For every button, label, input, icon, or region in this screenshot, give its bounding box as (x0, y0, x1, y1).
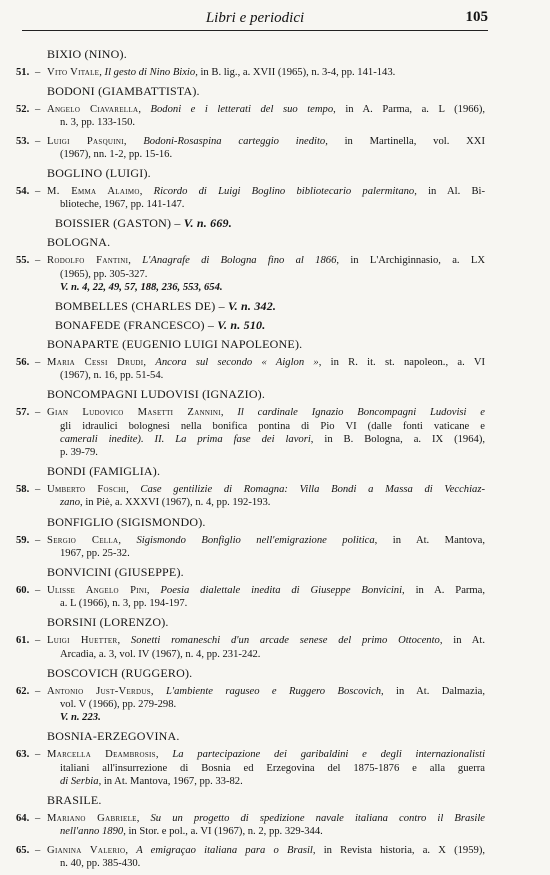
entry-number: 59. (16, 534, 30, 546)
entry-number: 62. (16, 685, 30, 697)
bibliography-entry (0, 634, 550, 660)
entry-title: Ancora sul secondo « Aiglon » (155, 357, 319, 369)
bibliography-entry (0, 534, 550, 560)
entry-number: 57. (16, 407, 30, 419)
entry-line: (1967), nn. 1-2, pp. 15-16. (60, 148, 173, 160)
entry-title: Sigismondo Bonfiglio nell'emigrazione politica (136, 534, 375, 546)
entry-dash: – (35, 585, 41, 597)
entry-title: Bodoni e i letterati del suo tempo (150, 104, 334, 116)
topic-heading-text: BONVICINI (GIUSEPPE). (47, 565, 184, 580)
entry-author: Luigi Huetter (47, 635, 118, 647)
entry-dash: – (35, 357, 41, 369)
bibliography-entry (0, 406, 550, 459)
entry-line: n. 3, pp. 133-150. (60, 117, 136, 129)
entry-dash: – (35, 186, 41, 198)
entry-title: L'Anagrafe di Bologna fino al 1866 (142, 255, 337, 267)
entry-line: Marcella Deambrosis, La partecipazione dei garibaldini e degli internazionalisti (47, 749, 486, 761)
entry-title: L'ambiente raguseo e Ruggero Boscovich (165, 685, 382, 697)
entry-line: (1967), n. 16, pp. 51-54. (60, 370, 164, 382)
bibliography-entry (0, 844, 550, 870)
entry-number: 54. (16, 186, 30, 198)
topic-heading-text: BONAFEDE (FRANCESCO) – (55, 318, 218, 333)
bibliography-entry (0, 748, 550, 788)
topic-heading-text: BONCOMPAGNI LUDOVISI (IGNAZIO). (47, 387, 266, 402)
entry-line: Vito Vitale, Il gesto di Nino Bixio, in B. lig., a. XVII (1965), n. 3-4, pp. 141-143. (47, 67, 396, 78)
entry-title: Case gentilizie di Romagna: Villa Bondi a Massa di Vecchiaz- (140, 484, 485, 496)
entry-title: Poesia dialettale inedita di Giuseppe Bonvicini (160, 585, 403, 597)
entry-number: 53. (16, 135, 30, 147)
running-header (22, 8, 488, 31)
entry-dash: – (35, 104, 41, 116)
topic-heading-text: BOSCOVICH (RUGGERO). (47, 665, 193, 680)
bibliography-list (0, 47, 550, 875)
topic-heading (0, 565, 550, 580)
entry-author: Mariano Gabriele (47, 813, 137, 825)
entry-title: Il gesto di Nino Bixio (104, 67, 196, 78)
entry-line: Ulisse Angelo Pini, Poesia dialettale inedita di Giuseppe Bonvicini, in A. Parma, (47, 585, 486, 597)
entry-author: Marcella Deambrosis (47, 749, 156, 761)
entry-title: Ricordo di Luigi Boglino bibliotecario palermitano (153, 186, 415, 198)
entry-number: 52. (16, 104, 30, 116)
entry-dash: – (35, 135, 41, 147)
topic-heading-text: BONAPARTE (EUGENIO LUIGI NAPOLEONE). (47, 337, 303, 352)
entry-author: Luigi Pasquini (47, 135, 124, 147)
topic-heading (0, 299, 550, 314)
entry-line: p. 39-79. (60, 447, 98, 459)
entry-line: Antonio Just-Verdus, L'ambiente raguseo e Ruggero Boscovich, in At. Dalmazia, (47, 685, 485, 697)
bibliography-entry (0, 254, 550, 294)
bibliography-entry (0, 812, 550, 838)
entry-dash: – (35, 534, 41, 546)
entry-title: nell'anno 1890 (60, 826, 124, 838)
entry-dash: – (35, 635, 41, 647)
entry-line: di Serbia, in At. Mantova, 1967, pp. 33-82. (60, 775, 243, 787)
entry-title: Su un progetto di spedizione navale italiana contro il Brasile (150, 813, 485, 825)
entry-line: Angelo Ciavarella, Bodoni e i letterati del suo tempo, in A. Parma, a. L (1966), (47, 104, 486, 116)
entry-dash: – (35, 813, 41, 825)
topic-heading (0, 387, 550, 402)
entry-author: Maria Cessi Drudi (47, 357, 144, 369)
bibliography-entry (0, 103, 550, 129)
entry-number: 63. (16, 749, 30, 761)
topic-heading (0, 47, 550, 62)
topic-heading-text: BOGLINO (LUIGI). (47, 166, 151, 181)
entry-line: M. Emma Alaimo, Ricordo di Luigi Boglino bibliotecario palermitano, in Al. Bi- (47, 186, 486, 198)
entry-line: Rodolfo Fantini, L'Anagrafe di Bologna fino al 1866, in L'Archiginnasio, a. LX (47, 255, 485, 267)
entry-dash: – (35, 749, 41, 761)
topic-heading-text: BODONI (GIAMBATTISTA). (47, 84, 200, 99)
entry-author: Antonio Just-Verdus (47, 685, 151, 697)
entry-author: Umberto Foschi (47, 484, 127, 496)
entry-dash: – (35, 844, 41, 856)
bibliography-entry (0, 685, 550, 725)
entry-number: 61. (16, 635, 30, 647)
entry-line: gli idraulici bolognesi nella bonifica pontina di Pio VI (dalle fonti vaticane e (60, 420, 485, 432)
topic-heading (0, 318, 550, 333)
entry-line: nell'anno 1890, in Stor. e pol., a. VI (1967), n. 2, pp. 329-344. (60, 826, 323, 838)
topic-heading-text: BOSNIA-ERZEGOVINA. (47, 729, 180, 744)
entry-author: M. Emma Alaimo (47, 186, 140, 198)
bibliography-entry (0, 356, 550, 382)
entry-author: Angelo Ciavarella (47, 104, 139, 116)
bibliography-entry (0, 584, 550, 610)
entry-number: 65. (16, 844, 30, 856)
entry-title: A emigraçao italiana para o Brasil (136, 844, 313, 856)
entry-dash: – (35, 484, 41, 496)
topic-heading-text: BOMBELLES (CHARLES DE) – (55, 299, 228, 314)
entry-line: Sergio Cella, Sigismondo Bonfiglio nell'emigrazione politica, in At. Mantova, (47, 534, 485, 546)
topic-heading (0, 84, 550, 99)
entry-dash: – (35, 67, 41, 78)
entry-line: zano, in Piè, a. XXXVI (1967), n. 4, pp. 192-193. (60, 497, 271, 509)
entry-line: camerali inedite). II. La prima fase dei lavori, in B. Bologna, a. IX (1964), (60, 433, 486, 445)
page-number: 105 (465, 9, 488, 25)
entry-title: Sonetti romaneschi d'un arcade senese del primo Ottocento (130, 635, 440, 647)
entry-number: 56. (16, 357, 30, 369)
entry-title: camerali inedite). II. La prima fase dei lavori (60, 433, 311, 445)
entry-line: italiani all'insurrezione di Bosnia ed Erzegovina del 1875-1876 e alla guerra (60, 762, 485, 774)
entry-author: Gian Ludovico Masetti Zannini (47, 407, 221, 419)
entry-line: a. L (1966), n. 3, pp. 194-197. (60, 598, 188, 610)
bibliography-entry (0, 135, 550, 161)
entry-author: Ulisse Angelo Pini (47, 585, 147, 597)
entry-dash: – (35, 407, 41, 419)
entry-dash: – (35, 685, 41, 697)
entry-title: Il cardinale Ignazio Boncompagni Ludovisi e (237, 407, 485, 419)
topic-heading (0, 666, 550, 681)
entry-title: Bodoni-Rosaspina carteggio inedito (143, 135, 326, 147)
topic-heading-text: BONDI (FAMIGLIA). (47, 464, 161, 479)
entry-number: 55. (16, 255, 30, 267)
topic-heading-text: BIXIO (NINO). (47, 47, 127, 61)
entry-title: di Serbia (60, 775, 99, 787)
running-title: Libri e periodici (205, 10, 305, 26)
entry-line: Gianina Valerio, A emigraçao italiana para o Brasil, in Revista historia, a. X (1959), (47, 844, 485, 856)
entry-number: 60. (16, 585, 30, 597)
topic-heading (0, 166, 550, 181)
topic-heading (0, 337, 550, 352)
entry-line: Luigi Pasquini, Bodoni-Rosaspina carteggio inedito, in Martinella, vol. XXI (47, 135, 485, 147)
topic-heading (0, 615, 550, 630)
entry-line: vol. V (1966), pp. 279-298. (60, 699, 177, 711)
entry-author: Sergio Cella (47, 534, 119, 546)
entry-title: zano (60, 497, 81, 509)
bibliography-entry (0, 66, 550, 79)
entry-title: La partecipazione dei garibaldini e degli internazionalisti (172, 749, 486, 761)
see-also-reference: V. n. 4, 22, 49, 57, 188, 236, 553, 654. (60, 281, 223, 293)
topic-heading (0, 729, 550, 744)
entry-author: Rodolfo Fantini (47, 255, 129, 267)
entry-line: Gian Ludovico Masetti Zannini, Il cardinale Ignazio Boncompagni Ludovisi e (47, 407, 485, 419)
entry-line: Umberto Foschi, Case gentilizie di Romagna: Villa Bondi a Massa di Vecchiaz- (47, 484, 485, 496)
entry-line: n. 40, pp. 385-430. (60, 857, 141, 869)
cross-reference: V. n. 669. (183, 216, 232, 231)
topic-heading (0, 515, 550, 530)
see-also-reference: V. n. 223. (60, 712, 101, 724)
entry-author: Vito Vitale (47, 67, 100, 78)
topic-heading-text: BONFIGLIO (SIGISMONDO). (47, 514, 206, 529)
topic-heading-text: BOISSIER (GASTON) – (55, 216, 184, 231)
topic-heading-text: BORSINI (LORENZO). (47, 615, 169, 630)
topic-heading (0, 235, 550, 250)
topic-heading (0, 464, 550, 479)
cross-reference: V. n. 342. (228, 299, 277, 314)
topic-heading (0, 793, 550, 808)
bibliography-entry (0, 483, 550, 509)
topic-heading-text: BRASILE. (47, 793, 102, 808)
entry-number: 58. (16, 484, 30, 496)
entry-line: Maria Cessi Drudi, Ancora sul secondo « Aiglon », in R. it. st. napoleon., a. VI (47, 357, 486, 369)
entry-line: 1967, pp. 25-32. (60, 547, 130, 559)
entry-line: Arcadia, a. 3, vol. IV (1967), n. 4, pp. 231-242. (60, 648, 261, 660)
entry-number: 64. (16, 813, 30, 825)
topic-heading (0, 216, 550, 231)
entry-line: blioteche, 1967, pp. 141-147. (60, 199, 185, 211)
bibliography-entry (0, 185, 550, 211)
cross-reference: V. n. 510. (217, 318, 266, 333)
topic-heading-text: BOLOGNA. (47, 235, 111, 250)
entry-number: 51. (16, 67, 30, 78)
entry-author: Gianina Valerio (47, 844, 126, 856)
entry-line: Luigi Huetter, Sonetti romaneschi d'un arcade senese del primo Ottocento, in At. (47, 635, 485, 647)
entry-line: Mariano Gabriele, Su un progetto di spedizione navale italiana contro il Brasile (47, 813, 485, 825)
entry-dash: – (35, 255, 41, 267)
entry-line: (1965), pp. 305-327. (60, 268, 148, 280)
